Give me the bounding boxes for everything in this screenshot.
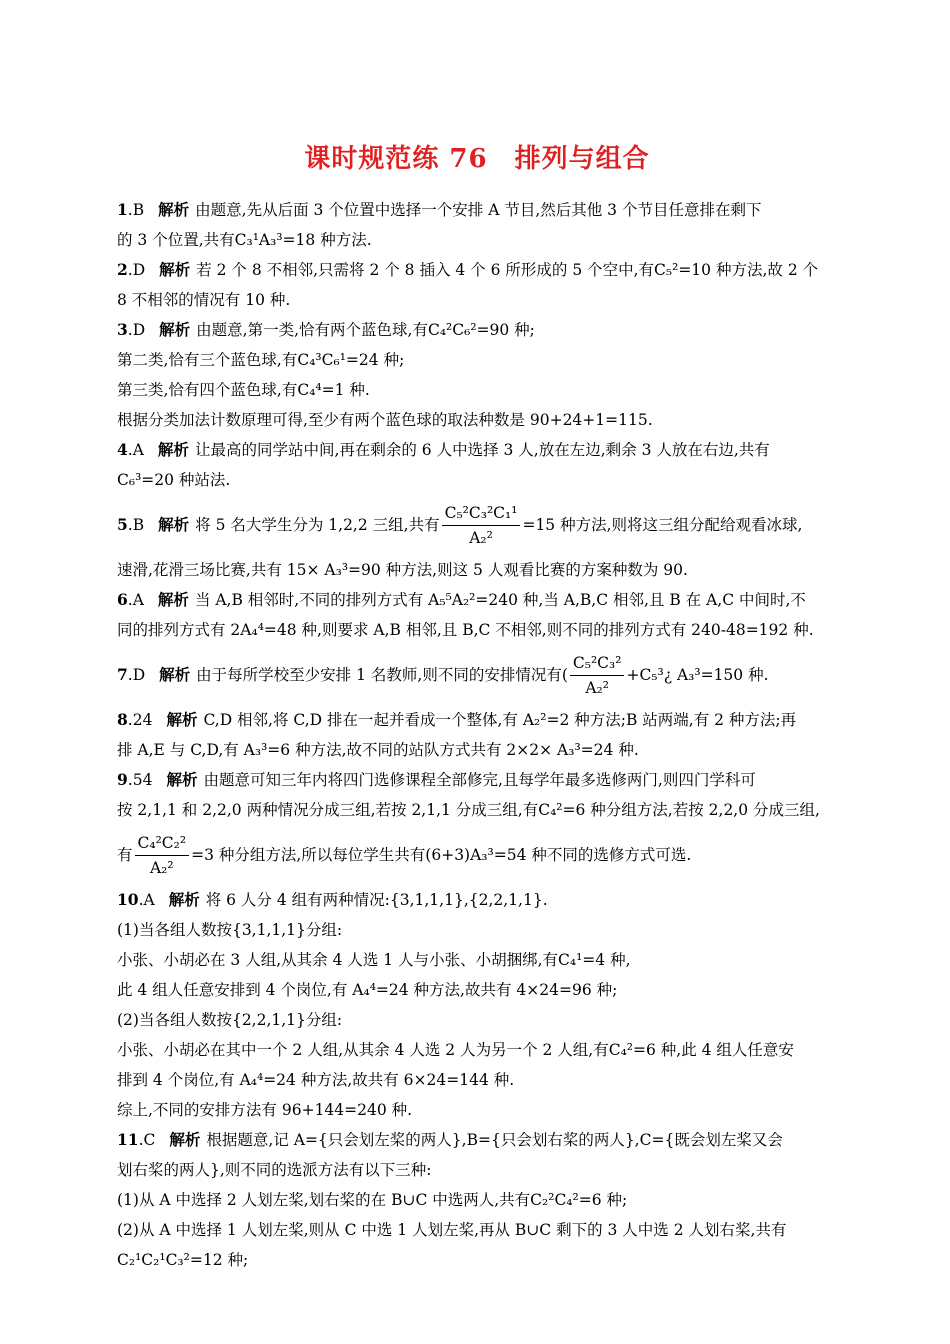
answer-11: 11.C 解析 根据题意,记 A={只会划左桨的两人},B={只会划右桨的两人},C={既会划左桨又会 (117, 1130, 783, 1149)
answer-10-line-6: 小张、小胡必在其中一个 2 人组,从其余 4 人选 2 人为另一个 2 人组,有C₄²=6 种,此 4 组人任意安 (117, 1041, 794, 1059)
answer-10-line-3: 小张、小胡必在 3 人组,从其余 4 人选 1 人与小张、小胡捆绑,有C₄¹=4 种, (117, 951, 631, 969)
answer-10-line-4: 此 4 组人任意安排到 4 个岗位,有 A₄⁴=24 种方法,故共有 4×24=96 种; (117, 981, 618, 999)
answer-4: 4.A 解析 让最高的同学站中间,再在剩余的 6 人中选择 3 人,放在左边,剩余 3 人放在右边,共有 (117, 440, 770, 459)
answer-3: 3.D 解析 由题意,第一类,恰有两个蓝色球,有C₄²C₆²=90 种; (117, 320, 535, 339)
answer-1: 1.B 解析 由题意,先从后面 3 个位置中选择一个安排 A 节目,然后其他 3 个节目任意排在剩下 (117, 200, 762, 219)
answer-8: 8.24 解析 C,D 相邻,将 C,D 排在一起并看成一个整体,有 A₂²=2 种方法;B 站两端,有 2 种方法;再 (117, 710, 797, 729)
answer-3-line-3: 第三类,恰有四个蓝色球,有C₄⁴=1 种. (117, 381, 370, 399)
answer-11-line-5: C₂¹C₂¹C₃²=12 种; (117, 1251, 249, 1269)
answer-10-line-7: 排到 4 个岗位,有 A₄⁴=24 种方法,故共有 6×24=144 种. (117, 1071, 515, 1089)
answer-3-line-4: 根据分类加法计数原理可得,至少有两个蓝色球的取法种数是 90+24+1=115. (117, 411, 653, 429)
answer-10-line-2: (1)当各组人数按{3,1,1,1}分组: (117, 921, 343, 939)
fraction: $\frac{\text{C₄²C₂²}}{\text{A₂²}}$ (135, 831, 190, 880)
answer-5: 5 .B 解析 将 5 名大学生分为 1,2,2 三组,共有 $\frac{\text{C₅²C₃²C₁¹}}{\text{A₂²}}$ =15 种方法,则将这三组分配给观看冰球, (117, 495, 837, 555)
fraction: $\frac{\text{C₅²C₃²C₁¹}}{\text{A₂²}}$ (442, 501, 521, 550)
answer-2-line-2: 8 不相邻的情况有 10 种. (117, 291, 291, 309)
answer-10-line-8: 综上,不同的安排方法有 96+144=240 种. (117, 1101, 413, 1119)
answer-10: 10.A 解析 将 6 人分 4 组有两种情况:{3,1,1,1},{2,2,1,1}. (117, 890, 548, 909)
fraction: $\frac{\text{C₅²C₃²}}{\text{A₂²}}$ (570, 651, 625, 700)
page-title: 课时规范练 76 排列与组合 (304, 144, 650, 174)
answer-8-line-2: 排 A,E 与 C,D,有 A₃³=6 种方法,故不同的站队方式共有 2×2× A₃³=24 种. (117, 741, 639, 759)
answer-11-line-4: (2)从 A 中选择 1 人划左桨,则从 C 中选 1 人划左桨,再从 B∪C 剩下的 3 人中选 2 人划右桨,共有 (117, 1221, 787, 1239)
answer-11-line-3: (1)从 A 中选择 2 人划左桨,划右桨的在 B∪C 中选两人,共有C₂²C₄²=6 种; (117, 1191, 628, 1209)
answer-6-line-2: 同的排列方式有 2A₄⁴=48 种,则要求 A,B 相邻,且 B,C 不相邻,则不同的排列方式有 240-48=192 种. (117, 621, 814, 639)
answer-9: 9.54 解析 由题意可知三年内将四门选修课程全部修完,且每学年最多选修两门,则四门学科可 (117, 770, 756, 789)
answer-6: 6.A 解析 当 A,B 相邻时,不同的排列方式有 A₅⁵A₂²=240 种,当 A,B,C 相邻,且 B 在 A,C 中间时,不 (117, 590, 806, 609)
answer-11-line-2: 划右桨的两人},则不同的选派方法有以下三种: (117, 1161, 432, 1179)
answer-4-line-2: C₆³=20 种站法. (117, 471, 231, 489)
answer-9-line-2: 按 2,1,1 和 2,2,0 两种情况分成三组,若按 2,1,1 分成三组,有C₄²=6 种分组方法,若按 2,2,0 分成三组, (117, 801, 820, 819)
answer-page (117, 138, 837, 1275)
answer-5-line-2: 速滑,花滑三场比赛,共有 15× A₃³=90 种方法,则这 5 人观看比赛的方案种数为 90. (117, 561, 688, 579)
answer-3-line-2: 第二类,恰有三个蓝色球,有C₄³C₆¹=24 种; (117, 351, 405, 369)
answer-2: 2.D 解析 若 2 个 8 不相邻,只需将 2 个 8 插入 4 个 6 所形成的 5 个空中,有C₅²=10 种方法,故 2 个 (117, 260, 819, 279)
answer-10-line-5: (2)当各组人数按{2,2,1,1}分组: (117, 1011, 343, 1029)
answer-9-line-3: 有 $\frac{\text{C₄²C₂²}}{\text{A₂²}}$ =3 种分组方法,所以每位学生共有(6+3)A₃³=54 种不同的选修方式可选. (117, 825, 837, 885)
answer-1-line-2: 的 3 个位置,共有C₃¹A₃³=18 种方法. (117, 231, 372, 249)
answer-7: 7 .D 解析 由于每所学校至少安排 1 名教师,则不同的安排情况有( $\frac{\text{C₅²C₃²}}{\text{A₂²}}$ +C₅³¿ A₃³=150 种. (117, 645, 837, 705)
